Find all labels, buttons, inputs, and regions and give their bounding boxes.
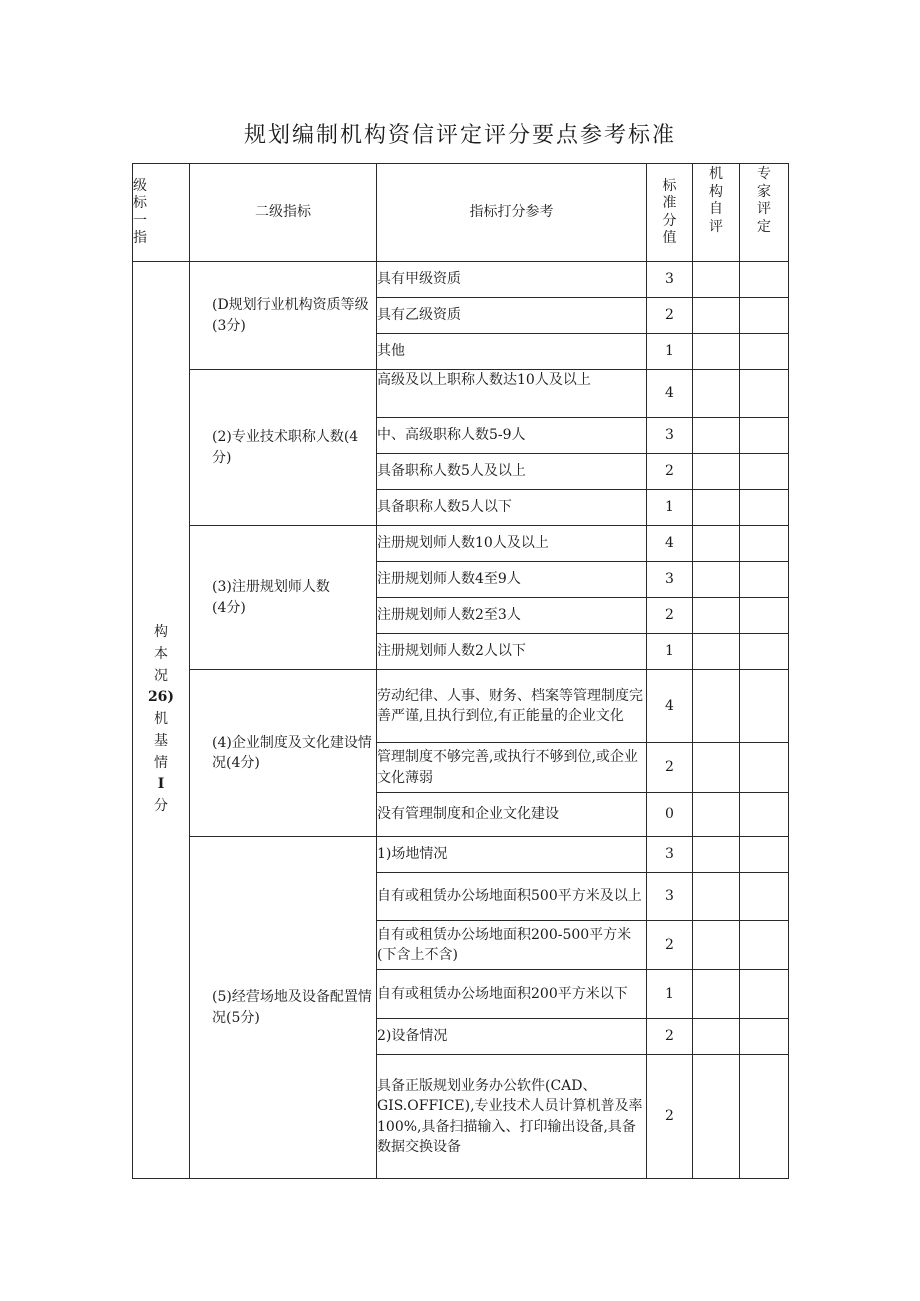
reference-text: 注册规划师人数2至3人 — [377, 598, 647, 634]
reference-text: 具有甲级资质 — [377, 262, 647, 298]
standard-score: 1 — [647, 334, 693, 370]
self-eval-cell[interactable] — [693, 526, 740, 562]
reference-text: 管理制度不够完善,或执行不够到位,或企业文化薄弱 — [377, 743, 647, 793]
header-self-eval-char: 评 — [709, 218, 723, 235]
header-reference: 指标打分参考 — [377, 164, 647, 262]
expert-eval-cell[interactable] — [740, 418, 789, 454]
reference-text: 高级及以上职称人数达10人及以上 — [377, 370, 647, 418]
level1-char: 机 — [153, 711, 168, 728]
expert-eval-cell[interactable] — [740, 873, 789, 921]
self-eval-cell[interactable] — [693, 837, 740, 873]
standard-score: 3 — [647, 837, 693, 873]
expert-eval-cell[interactable] — [740, 670, 789, 743]
table-row — [133, 370, 789, 418]
standard-score: 1 — [647, 970, 693, 1019]
self-eval-cell[interactable] — [693, 873, 740, 921]
level2-text: (5)经营场地及设备配置情况(5分) — [212, 989, 372, 1026]
expert-eval-cell[interactable] — [740, 526, 789, 562]
level2-text-extra: (4分) — [212, 599, 246, 616]
standard-score: 0 — [647, 793, 693, 837]
level1-char: 分 — [153, 797, 168, 814]
standard-score: 3 — [647, 562, 693, 598]
self-eval-cell[interactable] — [693, 634, 740, 670]
self-eval-cell[interactable] — [693, 793, 740, 837]
standard-score: 3 — [647, 262, 693, 298]
reference-text: 中、高级职称人数5-9人 — [377, 418, 647, 454]
expert-eval-cell[interactable] — [740, 262, 789, 298]
header-level1-char: 级 — [133, 177, 147, 194]
level1-indicator-cell — [133, 262, 190, 1179]
level2-indicator — [190, 526, 377, 670]
standard-score: 3 — [647, 873, 693, 921]
table-header-row — [133, 164, 789, 262]
level1-char: 构 — [153, 624, 168, 641]
standard-score: 2 — [647, 921, 693, 970]
standard-score: 3 — [647, 418, 693, 454]
reference-text: 注册规划师人数4至9人 — [377, 562, 647, 598]
expert-eval-cell[interactable] — [740, 837, 789, 873]
expert-eval-cell[interactable] — [740, 370, 789, 418]
level2-text: (D规划行业机构资质等级(3分) — [212, 297, 369, 334]
reference-text: 注册规划师人数10人及以上 — [377, 526, 647, 562]
expert-eval-cell[interactable] — [740, 970, 789, 1019]
reference-text: 没有管理制度和企业文化建设 — [377, 793, 647, 837]
scoring-table — [132, 163, 789, 1179]
expert-eval-cell[interactable] — [740, 334, 789, 370]
self-eval-cell[interactable] — [693, 670, 740, 743]
standard-score: 2 — [647, 298, 693, 334]
header-level2: 二级指标 — [190, 164, 377, 262]
self-eval-cell[interactable] — [693, 334, 740, 370]
reference-text: 具有乙级资质 — [377, 298, 647, 334]
expert-eval-cell[interactable] — [740, 490, 789, 526]
level2-text: (2)专业技术职称人数(4分) — [212, 429, 359, 466]
header-level1-char: 指 — [133, 230, 147, 246]
reference-text: 自有或租赁办公场地面积500平方米及以上 — [377, 873, 647, 921]
header-self-eval-char: 机 — [709, 166, 723, 182]
self-eval-cell[interactable] — [693, 970, 740, 1019]
expert-eval-cell[interactable] — [740, 598, 789, 634]
header-expert-char: 评 — [757, 201, 771, 217]
page-title: 规划编制机构资信评定评分要点参考标准 — [243, 123, 676, 148]
header-self-eval — [693, 164, 740, 262]
standard-score: 2 — [647, 1055, 693, 1179]
self-eval-cell[interactable] — [693, 454, 740, 490]
self-eval-cell[interactable] — [693, 490, 740, 526]
self-eval-cell[interactable] — [693, 1019, 740, 1055]
table-row — [133, 670, 789, 743]
expert-eval-cell[interactable] — [740, 1055, 789, 1179]
header-standard-char: 分 — [662, 212, 677, 229]
header-self-eval-char: 构 — [709, 183, 723, 200]
header-expert-char: 定 — [757, 218, 771, 235]
table-row — [133, 262, 789, 298]
self-eval-cell[interactable] — [693, 418, 740, 454]
table-row — [133, 837, 789, 873]
level2-indicator — [190, 670, 377, 837]
header-standard-char: 标 — [662, 177, 677, 194]
self-eval-cell[interactable] — [693, 921, 740, 970]
header-level1 — [133, 164, 190, 262]
standard-score: 4 — [647, 670, 693, 743]
reference-text: 具备职称人数5人及以上 — [377, 454, 647, 490]
reference-text: 具备正版规划业务办公软件(CAD、GIS.OFFICE),专业技术人员计算机普及率100%,具备扫描输入、打印输出设备,具备数据交换设备 — [377, 1055, 647, 1179]
standard-score: 2 — [647, 743, 693, 793]
reference-text: 注册规划师人数2人以下 — [377, 634, 647, 670]
header-standard-char: 值 — [662, 230, 677, 246]
level2-indicator — [190, 262, 377, 370]
expert-eval-cell[interactable] — [740, 454, 789, 490]
standard-score: 2 — [647, 598, 693, 634]
level1-char: I — [157, 776, 165, 793]
expert-eval-cell[interactable] — [740, 634, 789, 670]
standard-score: 4 — [647, 370, 693, 418]
standard-score: 4 — [647, 526, 693, 562]
level1-char: 本 — [153, 646, 168, 663]
self-eval-cell[interactable] — [693, 562, 740, 598]
header-expert-char: 家 — [757, 183, 771, 200]
header-expert-char: 专 — [757, 166, 771, 182]
reference-text: 2)设备情况 — [377, 1019, 647, 1055]
level1-char: 况 — [153, 667, 168, 684]
self-eval-cell[interactable] — [693, 298, 740, 334]
self-eval-cell[interactable] — [693, 1055, 740, 1179]
expert-eval-cell[interactable] — [740, 1019, 789, 1055]
level2-text: (3)注册规划师人数 — [212, 579, 330, 596]
expert-eval-cell[interactable] — [740, 921, 789, 970]
header-expert — [740, 164, 789, 262]
header-standard-score — [647, 164, 693, 262]
reference-text: 1)场地情况 — [377, 837, 647, 873]
expert-eval-cell[interactable] — [740, 743, 789, 793]
reference-text: 自有或租赁办公场地面积200平方米以下 — [377, 970, 647, 1019]
header-self-eval-char: 自 — [709, 201, 723, 217]
header-level1-char: 一 — [133, 212, 147, 229]
standard-score: 1 — [647, 490, 693, 526]
level2-indicator — [190, 370, 377, 526]
self-eval-cell[interactable] — [693, 598, 740, 634]
expert-eval-cell[interactable] — [740, 562, 789, 598]
level1-char: 26) — [147, 689, 175, 706]
self-eval-cell[interactable] — [693, 743, 740, 793]
reference-text: 自有或租赁办公场地面积200-500平方米(下含上不含) — [377, 921, 647, 970]
expert-eval-cell[interactable] — [740, 793, 789, 837]
reference-text: 具备职称人数5人以下 — [377, 490, 647, 526]
header-standard-char: 准 — [662, 195, 677, 211]
reference-text: 其他 — [377, 334, 647, 370]
level1-char: 情 — [153, 754, 168, 771]
level2-indicator — [190, 837, 377, 1179]
standard-score: 2 — [647, 1019, 693, 1055]
standard-score: 2 — [647, 454, 693, 490]
level1-char: 基 — [153, 732, 168, 749]
expert-eval-cell[interactable] — [740, 298, 789, 334]
reference-text: 劳动纪律、人事、财务、档案等管理制度完善严谨,且执行到位,有正能量的企业文化 — [377, 670, 647, 743]
table-row — [133, 526, 789, 562]
self-eval-cell[interactable] — [693, 370, 740, 418]
standard-score: 1 — [647, 634, 693, 670]
level2-text: (4)企业制度及文化建设情况(4分) — [212, 734, 372, 771]
header-level1-char: 标 — [133, 195, 147, 211]
self-eval-cell[interactable] — [693, 262, 740, 298]
